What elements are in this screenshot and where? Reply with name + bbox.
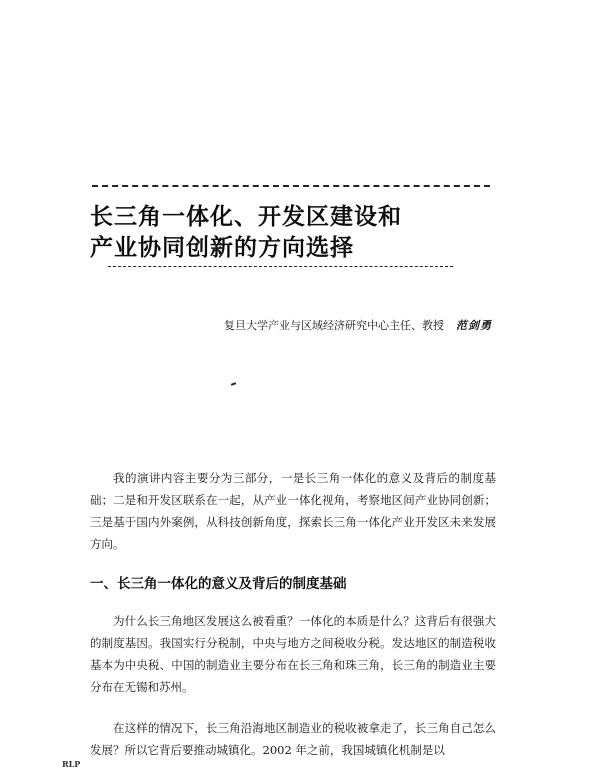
bottom-rule [108, 266, 453, 267]
section-heading: 一、长三角一体化的意义及背后的制度基础 [90, 576, 347, 592]
paragraph-3: 在这样的情况下，长三角沿海地区制造业的税收被拿走了，长三角自己怎么发展？所以它背后要推动城镇化。2002 年之前，我国城镇化机制是以 [90, 721, 496, 757]
scan-speck [231, 382, 236, 386]
page-number: RLP [62, 759, 81, 769]
byline [224, 317, 492, 333]
paragraph-intro: 我的演讲内容主要分为三部分，一是长三角一体化的意义及背后的制度基础；二是和开发区联系在一起，从产业一体化视角，考察地区间产业协同创新；三是基于国内外案例，从科技创新角度，探索长三角一体化产业开发区未来发展方向。 [90, 471, 496, 551]
article-title-line-2: 产业协同创新的方向选择 [90, 235, 354, 261]
top-rule [92, 185, 490, 187]
author-affiliation: 复旦大学产业与区域经济研究中心主任、教授 [224, 319, 444, 332]
article-title-line-1: 长三角一体化、开发区建设和 [90, 204, 402, 230]
paragraph-2: 为什么长三角地区发展这么被看重？一体化的本质是什么？这背后有很强大的制度基因。我国实行分税制，中央与地方之间税收分税。发达地区的制造税收基本为中央税、中国的制造业主要分布在长三角和珠三角，长三角的制造业主要分布在无锡和苏州。 [90, 614, 496, 694]
author-name: 范剑勇 [456, 319, 492, 332]
